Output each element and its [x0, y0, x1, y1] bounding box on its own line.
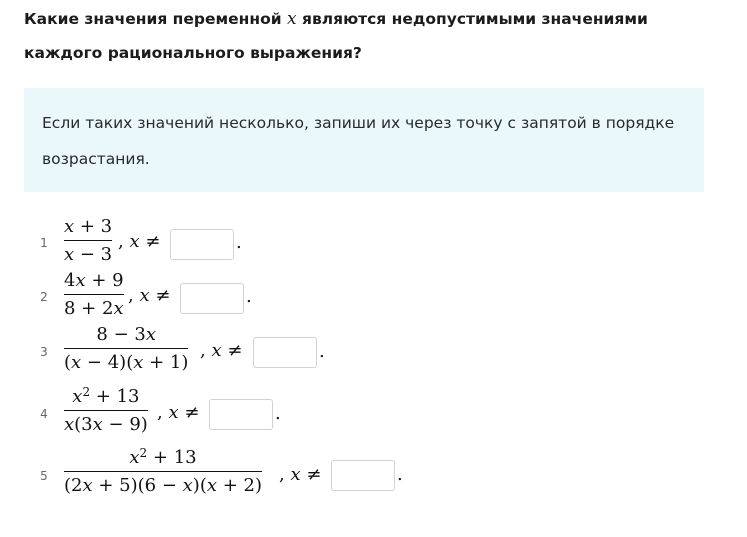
answer-input-2[interactable] [180, 283, 244, 314]
numerator-5: $x^2 + 13$ [129, 446, 197, 468]
fraction-bar-3 [64, 348, 188, 349]
denominator-5: (2x + 5)(6 − x)(x + 2) [64, 475, 262, 497]
period-4: . [275, 403, 281, 424]
answer-input-4[interactable] [209, 399, 273, 430]
answer-input-1[interactable] [170, 229, 234, 260]
fraction-bar-5 [64, 471, 262, 472]
denominator-4: x(3x − 9) [64, 414, 148, 436]
not-equal-1: , x ≠ [118, 231, 161, 252]
fraction-3 [64, 324, 188, 374]
question-variable: x [287, 9, 297, 29]
fraction-bar-2 [64, 294, 124, 295]
question-text [24, 2, 724, 70]
question-part1: Какие значения переменной [24, 10, 288, 28]
fraction-4 [64, 386, 148, 436]
denominator-2: 8 + 2x [64, 298, 124, 320]
not-equal-2: , x ≠ [128, 285, 171, 306]
period-5: . [397, 464, 403, 485]
numerator-2: 4x + 9 [64, 270, 124, 291]
period-2: . [246, 286, 252, 307]
denominator-3: (x − 4)(x + 1) [64, 352, 189, 374]
not-equal-3: , x ≠ [200, 340, 243, 361]
numerator-1: x + 3 [64, 216, 113, 237]
item-number-5: 5 [40, 469, 48, 483]
denominator-1: x − 3 [64, 244, 113, 266]
hint-text: Если таких значений несколько, запиши их через точку с запятой в порядке возрастания. [42, 114, 675, 168]
item-number-1: 1 [40, 236, 48, 250]
numerator-4: $x^2 + 13$ [72, 385, 140, 407]
not-equal-5: , x ≠ [279, 464, 322, 485]
period-1: . [236, 232, 242, 253]
fraction-bar-1 [64, 240, 112, 241]
answer-input-5[interactable] [331, 460, 395, 491]
not-equal-4: , x ≠ [157, 402, 200, 423]
fraction-1 [64, 216, 112, 266]
period-3: . [319, 341, 325, 362]
item-number-4: 4 [40, 407, 48, 421]
hint-box [24, 88, 704, 192]
numerator-3: 8 − 3x [96, 324, 156, 345]
fraction-bar-4 [64, 410, 148, 411]
answer-input-3[interactable] [253, 337, 317, 368]
question-part2: являются недопустимыми значениями каждого рационального выражения? [24, 10, 648, 62]
item-number-2: 2 [40, 290, 48, 304]
fraction-2 [64, 270, 124, 320]
item-number-3: 3 [40, 345, 48, 359]
fraction-5 [64, 447, 262, 497]
